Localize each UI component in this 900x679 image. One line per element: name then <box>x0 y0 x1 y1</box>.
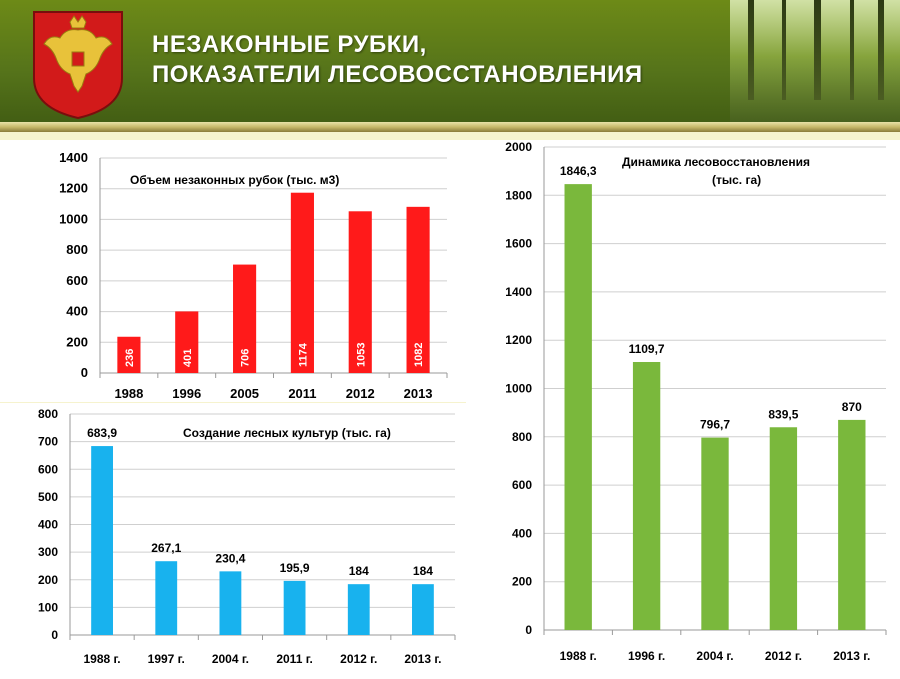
data-label: 1174 <box>297 343 310 367</box>
data-label: 839,5 <box>768 407 799 422</box>
forest-cultures-chart <box>0 403 466 679</box>
illegal-logging-chart-panel <box>0 140 466 402</box>
x-tick-label: 2011 г. <box>276 652 313 666</box>
data-label: 1053 <box>355 342 368 367</box>
data-label: 401 <box>181 348 194 367</box>
x-tick-label: 2013 г. <box>833 649 871 663</box>
x-tick-label: 1996 <box>172 386 202 401</box>
x-tick-label: 2013 г. <box>404 652 442 666</box>
header-banner <box>0 0 900 132</box>
y-tick-label: 1000 <box>505 381 532 396</box>
reforestation-chart-panel <box>466 140 900 679</box>
y-tick-label: 800 <box>511 429 532 444</box>
bar <box>838 420 865 630</box>
x-tick-label: 2004 г. <box>696 649 734 663</box>
y-tick-label: 600 <box>511 478 532 493</box>
chart-title: Создание лесных культур (тыс. га) <box>183 426 391 440</box>
chart-title: Динамика лесовосстановления <box>622 155 810 169</box>
y-tick-label: 400 <box>511 526 532 541</box>
y-tick-label: 100 <box>37 600 58 615</box>
y-tick-label: 400 <box>37 517 58 532</box>
x-tick-label: 2011 <box>288 386 317 401</box>
bar <box>412 584 434 635</box>
y-tick-label: 1400 <box>59 150 88 165</box>
data-label: 1082 <box>413 342 426 367</box>
data-label: 1109,7 <box>628 342 665 357</box>
chart-title: Объем незаконных рубок (тыс. м3) <box>130 173 340 187</box>
bar <box>701 438 728 630</box>
bar <box>91 446 113 635</box>
x-tick-label: 2012 <box>345 386 375 401</box>
y-tick-label: 2000 <box>505 140 532 154</box>
page-title-line2: ПОКАЗАТЕЛИ ЛЕСОВОССТАНОВЛЕНИЯ <box>152 61 643 88</box>
y-tick-label: 0 <box>51 628 58 642</box>
data-label: 683,9 <box>87 426 118 441</box>
y-tick-label: 1600 <box>505 236 532 251</box>
y-tick-label: 1800 <box>505 188 532 203</box>
data-label: 267,1 <box>151 541 182 556</box>
coat-of-arms-icon <box>30 8 126 120</box>
page-title-line1: НЕЗАКОННЫЕ РУБКИ, <box>152 31 427 58</box>
data-label: 706 <box>239 348 252 367</box>
bar <box>348 584 370 635</box>
data-label: 796,7 <box>699 417 731 432</box>
y-tick-label: 300 <box>37 545 58 560</box>
bar <box>565 184 592 630</box>
y-tick-label: 200 <box>37 572 58 587</box>
illegal-logging-chart <box>0 140 466 402</box>
y-tick-label: 200 <box>511 574 532 589</box>
y-tick-label: 1200 <box>505 333 532 348</box>
forest-photo <box>730 0 900 125</box>
data-label: 870 <box>841 399 862 414</box>
y-tick-label: 600 <box>66 272 88 288</box>
bar <box>220 571 242 635</box>
x-tick-label: 2005 <box>230 386 260 401</box>
x-tick-label: 1988 г. <box>559 649 597 663</box>
data-label: 1846,3 <box>559 164 597 179</box>
x-tick-label: 1996 г. <box>628 649 666 663</box>
x-tick-label: 2013 <box>403 386 433 401</box>
y-tick-label: 1000 <box>59 211 88 227</box>
bar <box>284 581 306 635</box>
reforestation-chart <box>466 140 900 679</box>
y-tick-label: 1400 <box>505 284 532 299</box>
header-divider <box>0 122 900 132</box>
y-tick-label: 200 <box>66 334 88 350</box>
bar <box>155 561 177 635</box>
x-tick-label: 2004 г. <box>211 652 250 666</box>
bar <box>770 427 797 630</box>
x-tick-label: 2012 г. <box>764 649 802 663</box>
x-tick-label: 2012 г. <box>340 652 378 666</box>
y-tick-label: 500 <box>37 489 58 504</box>
data-label: 184 <box>412 564 433 579</box>
y-tick-label: 0 <box>525 623 532 637</box>
forest-cultures-chart-panel <box>0 403 466 679</box>
x-tick-label: 1988 <box>114 386 144 401</box>
y-tick-label: 0 <box>80 365 88 380</box>
data-label: 195,9 <box>279 560 310 575</box>
y-tick-label: 800 <box>37 407 58 421</box>
data-label: 230,4 <box>215 551 246 566</box>
x-tick-label: 1988 г. <box>83 652 121 666</box>
y-tick-label: 600 <box>37 462 58 477</box>
y-tick-label: 800 <box>66 242 88 258</box>
y-tick-label: 1200 <box>59 180 88 196</box>
data-label: 236 <box>123 348 136 367</box>
chart-title: (тыс. га) <box>712 173 762 187</box>
bar <box>633 362 660 630</box>
y-tick-label: 700 <box>37 434 58 449</box>
data-label: 184 <box>348 564 369 579</box>
y-tick-label: 400 <box>66 303 88 319</box>
x-tick-label: 1997 г. <box>147 652 185 666</box>
